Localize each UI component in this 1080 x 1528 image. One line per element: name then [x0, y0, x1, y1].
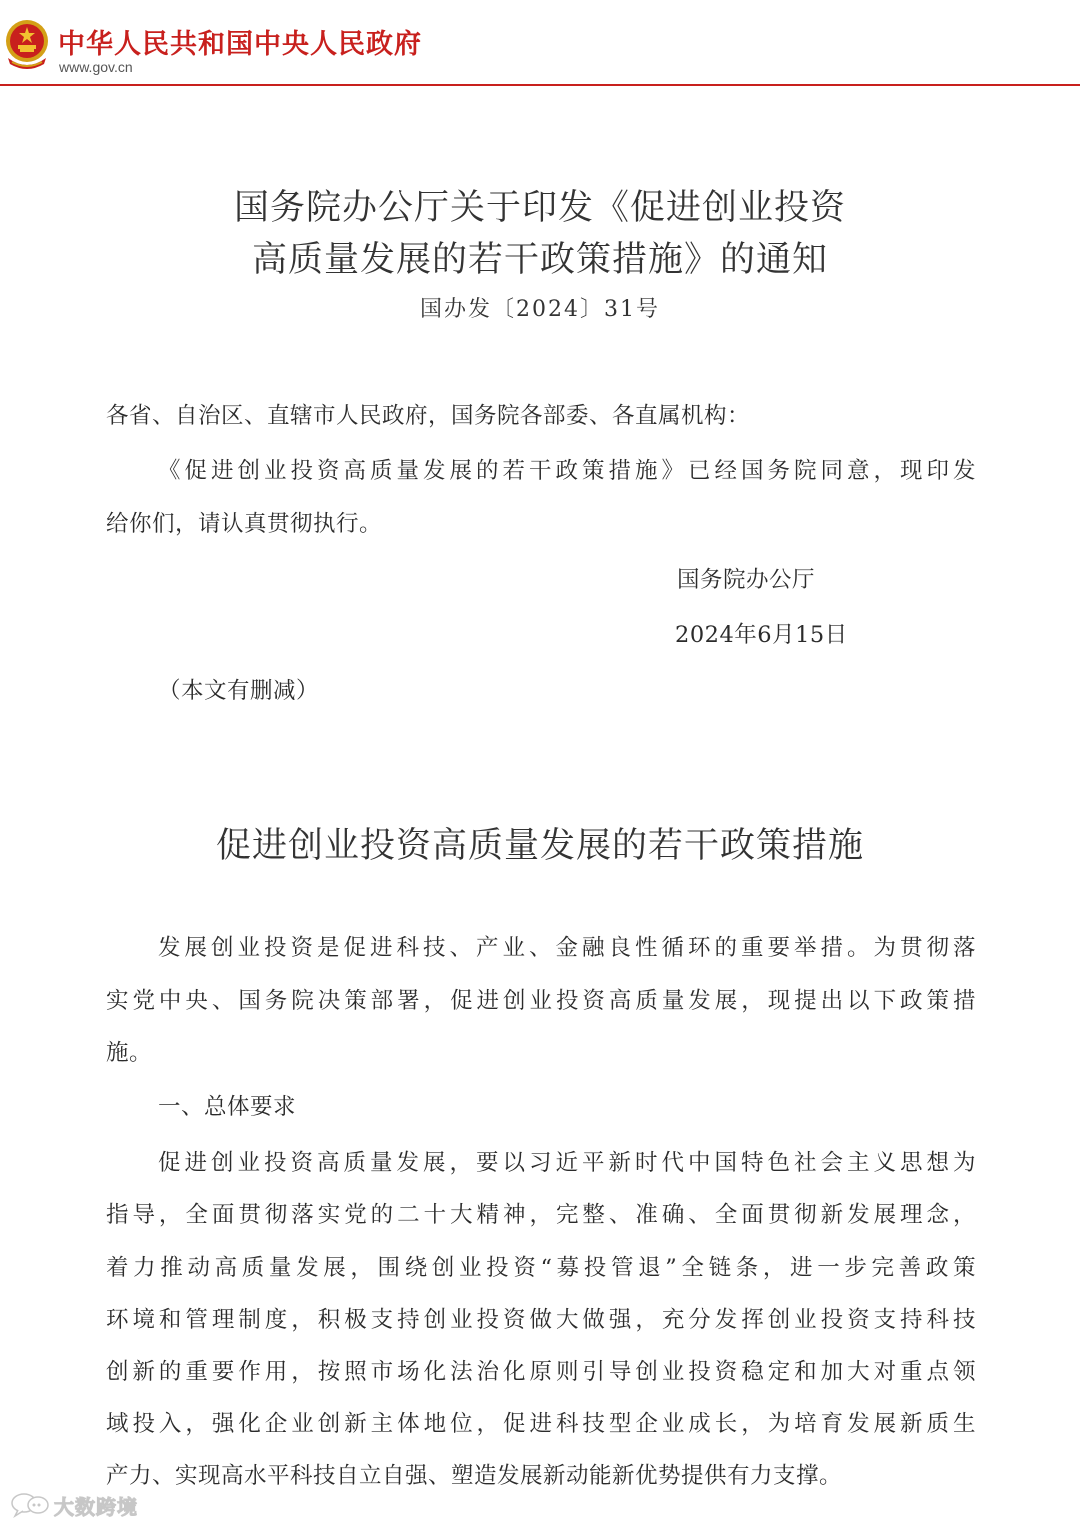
watermark — [10, 1490, 138, 1520]
notice-title-line-1: 国务院办公厅关于印发《促进创业投资 — [233, 188, 846, 228]
section-heading: 一、总体要求 — [158, 1094, 297, 1120]
header-divider — [0, 84, 1080, 86]
section-line-6: 域投入，强化企业创新主体地位，促进科技型企业成长，为培育发展新质生 — [106, 1411, 976, 1437]
intro-line-2: 实党中央、国务院决策部署，促进创业投资高质量发展，现提出以下政策措 — [106, 988, 976, 1014]
section-line-2: 指导，全面贯彻落实党的二十大精神，完整、准确、全面贯彻新发展理念， — [106, 1202, 976, 1228]
notice-title-line-2: 高质量发展的若干政策措施》的通知 — [251, 240, 828, 280]
notice-body-line-2: 给你们，请认真贯彻执行。 — [106, 511, 383, 537]
issue-date: 2024年6月15日 — [675, 622, 848, 648]
site-name[interactable]: 中华人民共和国中央人民政府 — [58, 29, 422, 60]
site-url[interactable]: www.gov.cn — [59, 59, 133, 75]
section-line-4: 环境和管理制度，积极支持创业投资做大做强，充分发挥创业投资支持科技 — [106, 1307, 976, 1333]
national-emblem-icon — [4, 18, 50, 70]
intro-line-1: 发展创业投资是促进科技、产业、金融良性循环的重要举措。为贯彻落 — [158, 935, 976, 961]
section-line-1: 促进创业投资高质量发展，要以习近平新时代中国特色社会主义思想为 — [158, 1150, 976, 1176]
watermark-text: 大数跨境 — [54, 1494, 138, 1519]
section-line-5: 创新的重要作用，按照市场化法治化原则引导创业投资稳定和加大对重点领 — [106, 1359, 976, 1385]
abridged-note: （本文有删减） — [158, 678, 320, 704]
issuer: 国务院办公厅 — [677, 567, 816, 593]
notice-body-line-1: 《促进创业投资高质量发展的若干政策措施》已经国务院同意，现印发 — [158, 458, 976, 484]
intro-line-3: 施。 — [106, 1040, 153, 1066]
addressee: 各省、自治区、直辖市人民政府，国务院各部委、各直属机构： — [106, 403, 751, 429]
chat-bubble-icon — [10, 1492, 50, 1518]
policy-title: 促进创业投资高质量发展的若干政策措施 — [215, 826, 864, 866]
section-line-3: 着力推动高质量发展，围绕创业投资“募投管退”全链条，进一步完善政策 — [106, 1255, 976, 1281]
section-line-7: 产力、实现高水平科技自立自强、塑造发展新动能新优势提供有力支撑。 — [106, 1463, 843, 1489]
document-number: 国办发〔2024〕31号 — [420, 297, 660, 322]
site-header — [0, 0, 1080, 84]
